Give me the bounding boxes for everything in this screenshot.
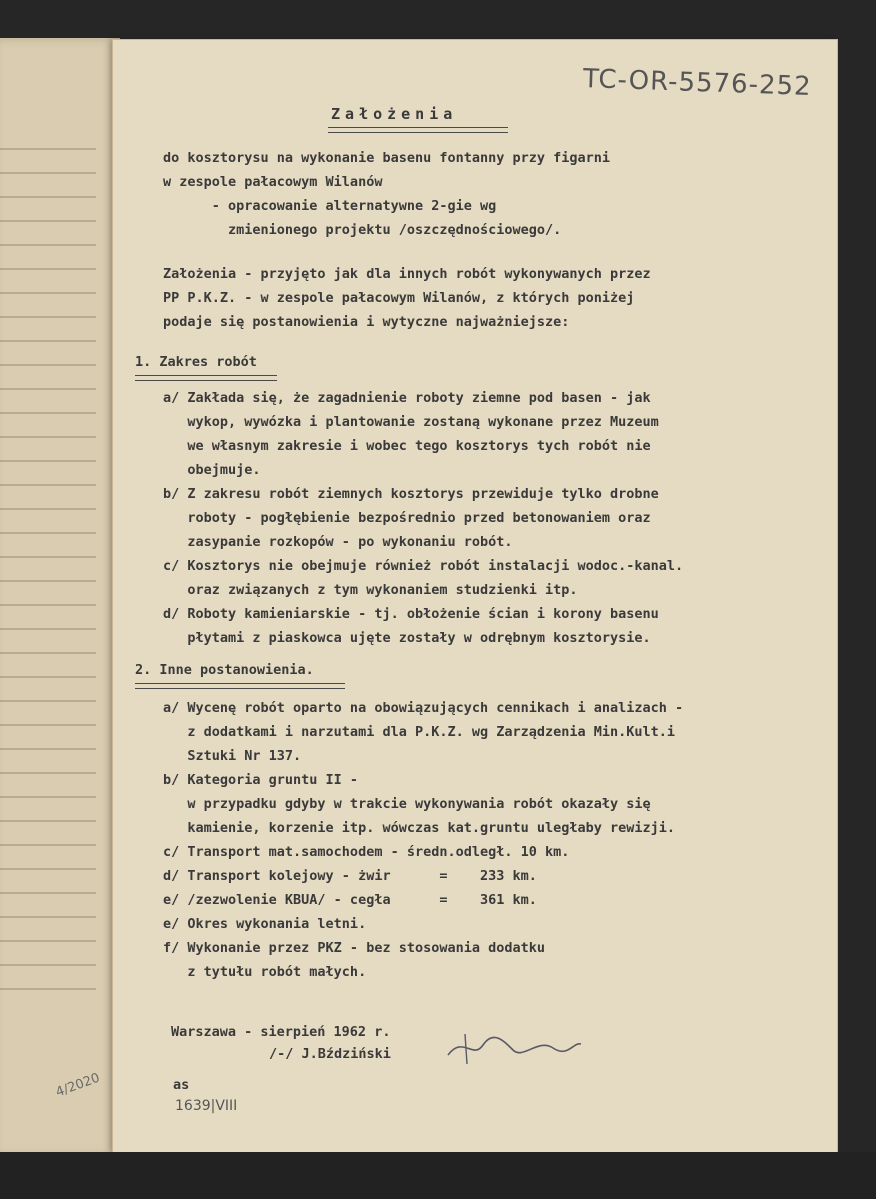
signature-typed: /-/ J.Bździński [269, 1046, 391, 1062]
section-1-line: c/ Kosztorys nie obejmuje również robót instalacji wodoc.-kanal. [163, 558, 684, 574]
handwritten-note: 1639|VIII [175, 1098, 238, 1114]
section-2-line: z tytułu robót małych. [163, 964, 367, 980]
document-page [113, 40, 837, 1152]
section-1-line: roboty - pogłębienie bezpośrednio przed betonowaniem oraz [163, 510, 651, 526]
section-1-line: wykop, wywózka i plantowanie zostaną wykonane przez Muzeum [163, 414, 659, 430]
underlying-page-text [0, 148, 96, 1012]
typist-initials: as [173, 1077, 190, 1093]
section-1-line: zasypanie rozkopów - po wykonaniu robót. [163, 534, 513, 550]
section-2-line: b/ Kategoria gruntu II - [163, 772, 359, 788]
signature-scribble [443, 1030, 583, 1070]
place-date: Warszawa - sierpień 1962 r. [171, 1024, 391, 1040]
preamble-line: Założenia - przyjęto jak dla innych robót wykonywanych przez [163, 266, 651, 282]
section-2-line: w przypadku gdyby w trakcie wykonywania robót okazały się [163, 796, 651, 812]
preamble-line: podaje się postanowienia i wytyczne najważniejsze: [163, 314, 570, 330]
section-1-line: a/ Zakłada się, że zagadnienie roboty ziemne pod basen - jak [163, 390, 651, 406]
section-2-heading: 2. Inne postanowienia. [135, 662, 314, 678]
section-1-underline [135, 375, 277, 381]
reference-number: TC-OR-5576-252 [582, 64, 813, 102]
section-2-line: f/ Wykonanie przez PKZ - bez stosowania dodatku [163, 940, 546, 956]
preamble-line: PP P.K.Z. - w zespole pałacowym Wilanów, z których poniżej [163, 290, 635, 306]
intro-line: do kosztorysu na wykonanie basenu fontanny przy figarni [163, 150, 611, 166]
section-1-heading: 1. Zakres robót [135, 354, 257, 370]
section-2-line: z dodatkami i narzutami dla P.K.Z. wg Zarządzenia Min.Kult.i [163, 724, 676, 740]
intro-line: zmienionego projektu /oszczędnościowego/. [163, 222, 562, 238]
title-underline [328, 127, 508, 133]
section-1-line: obejmuje. [163, 462, 261, 478]
section-1-line: b/ Z zakresu robót ziemnych kosztorys przewiduje tylko drobne [163, 486, 659, 502]
section-1-line: oraz związanych z tym wykonaniem studzienki itp. [163, 582, 578, 598]
intro-line: - opracowanie alternatywne 2-gie wg [163, 198, 497, 214]
section-2-line: kamienie, korzenie itp. wówczas kat.gruntu uległaby rewizji. [163, 820, 676, 836]
section-2-line: c/ Transport mat.samochodem - średn.odległ. 10 km. [163, 844, 570, 860]
section-2-line: e/ Okres wykonania letni. [163, 916, 367, 932]
scan-background [0, 1152, 876, 1199]
section-2-line: d/ Transport kolejowy - żwir = 233 km. [163, 868, 537, 884]
underlying-page [0, 38, 120, 1156]
margin-note: 4/2020 [53, 1070, 102, 1101]
section-2-line: e/ /zezwolenie KBUA/ - cegła = 361 km. [163, 892, 537, 908]
section-2-line: a/ Wycenę robót oparto na obowiązujących cennikach i analizach - [163, 700, 684, 716]
section-2-underline [135, 683, 345, 689]
section-1-line: płytami z piaskowca ujęte zostały w odrębnym kosztorysie. [163, 630, 651, 646]
intro-line: w zespole pałacowym Wilanów [163, 174, 383, 190]
section-2-line: Sztuki Nr 137. [163, 748, 302, 764]
section-1-line: d/ Roboty kamieniarskie - tj. obłożenie ścian i korony basenu [163, 606, 659, 622]
page-title: Założenia [331, 105, 458, 123]
section-1-line: we własnym zakresie i wobec tego kosztorys tych robót nie [163, 438, 651, 454]
